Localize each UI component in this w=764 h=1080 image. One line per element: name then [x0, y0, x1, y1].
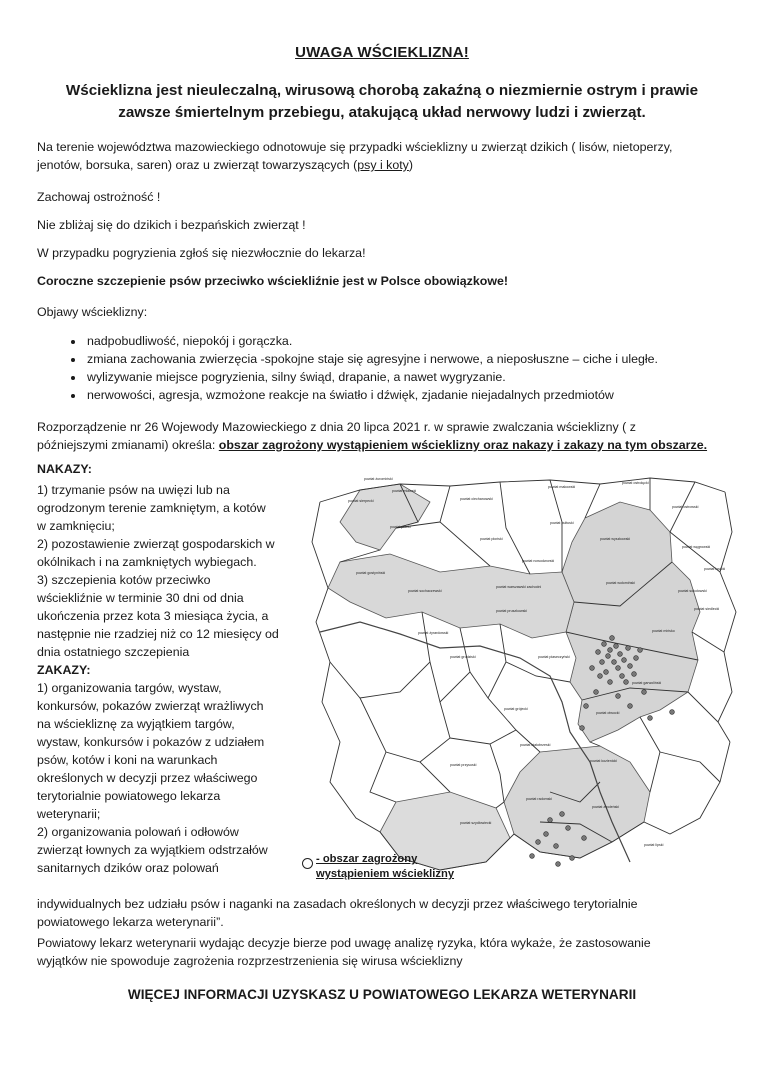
- zakazy-line: zwierząt łownych za wyjątkiem odstrzałów: [37, 843, 268, 857]
- nakazy-line: w zamknięciu;: [37, 519, 115, 533]
- district-label: powiat sokołowski: [678, 589, 707, 593]
- district-label: powiat żyrardowski: [418, 631, 449, 635]
- district-label: powiat gostyniński: [356, 571, 386, 575]
- intro-line: [37, 156, 672, 174]
- district-label: powiat łosicki: [704, 567, 726, 571]
- intro-line: Na terenie województwa mazowieckiego odnotowuje się przypadki wścieklizny u zwierząt dzikich ( lisów, nietoperzy,: [37, 140, 673, 154]
- nakazy-line: okólnikach i na zamkniętych wybiegach.: [37, 555, 257, 569]
- zakazy-heading: ZAKAZY:: [37, 663, 91, 677]
- regulation-paragraph: [37, 418, 707, 454]
- intro-underlined: psy i koty: [357, 158, 409, 172]
- district-label: powiat makowski: [548, 485, 576, 489]
- zakazy-line: psów, kotów i koni na warunkach: [37, 753, 218, 767]
- zakazy-line: powiatowego lekarza weterynarii”.: [37, 915, 224, 929]
- district-label: powiat warszawski zachodni: [496, 585, 542, 589]
- nakazy-line: wściekliźnie w terminie 30 dni od dnia: [37, 591, 244, 605]
- warning-1: Zachowaj ostrożność !: [37, 190, 161, 204]
- nakazy-line: ukończenia przez kota 3 miesiąca życia, a: [37, 609, 269, 623]
- district-label: powiat grójecki: [504, 707, 528, 711]
- threatened-area: [340, 484, 430, 550]
- legend-text: [316, 852, 454, 882]
- symptoms-heading: Objawy wścieklizny:: [37, 305, 148, 319]
- district-label: powiat przysuski: [450, 763, 477, 767]
- zakazy-line: terytorialnie powiatowego lekarza: [37, 789, 221, 803]
- district-label: powiat węgrowski: [682, 545, 711, 549]
- page-title: UWAGA WŚCIEKLIZNA!: [295, 44, 469, 61]
- nakazy-line: dnia ostatniego szczepienia: [37, 645, 190, 659]
- intro-text: jenotów, borsuka, saren) oraz u zwierząt towarzyszących (: [37, 158, 358, 172]
- lead-line: zawsze śmiertelnym przebiegu, atakującą układ nerwowy ludzi i zwierząt.: [118, 104, 646, 121]
- district-label: powiat białobrzeski: [520, 743, 551, 747]
- district-label: powiat sierpecki: [348, 499, 374, 503]
- district-label: powiat mińsko: [652, 629, 675, 633]
- vaccination-notice: Coroczne szczepienie psów przeciwko wściekliźnie jest w Polsce obowiązkowe!: [37, 274, 508, 288]
- district-label: powiat wyszkowski: [600, 537, 631, 541]
- district-label: powiat piaseczyński: [538, 655, 570, 659]
- lead-paragraph: [40, 80, 724, 124]
- legend-line: - obszar zagrożony: [316, 853, 418, 865]
- district-label: powiat ciechanowski: [460, 497, 493, 501]
- district-label: powiat pruszkowski: [496, 609, 527, 613]
- zakazy-line: weterynarii;: [37, 807, 101, 821]
- list-item: • wylizywanie miejsce pogryzienia, silny świąd, drapanie, a nawet wygryzanie.: [85, 368, 658, 386]
- nakazy-line: następnie nie rzadziej niż co 12 miesięcy od: [37, 627, 279, 641]
- footer-notice: WIĘCEJ INFORMACJI UZYSKASZ U POWIATOWEGO LEKARZA WETERYNARII: [127, 987, 637, 1002]
- district-label: powiat zwoleński: [592, 805, 619, 809]
- nakazy-line: 3) szczepienia kotów przeciwko: [37, 573, 211, 587]
- zakazy-line: wystaw, konkursów i pokazów z udziałem: [37, 735, 265, 749]
- district-label: powiat garwoliński: [632, 681, 662, 685]
- district-label: powiat wołomiński: [606, 581, 635, 585]
- zakazy-line: indywidualnych bez udziału psów i naganki na zasadach określonych w decyzji przez właściwego terytorialnie: [37, 897, 638, 911]
- district-label: powiat szydłowiecki: [460, 821, 492, 825]
- lead-line: Wścieklizna jest nieuleczalną, wirusową chorobą zakaźną o niezmiernie ostrym i prawie: [65, 82, 699, 99]
- district-label: powiat ostrowski: [672, 505, 699, 509]
- regulation-underlined: obszar zagrożony wystąpieniem wścieklizny oraz nakazy i zakazy na tym obszarze.: [218, 438, 708, 452]
- district-map: [300, 462, 742, 894]
- district-label: powiat siedlecki: [694, 607, 720, 611]
- district-label: powiat żuromiński: [364, 477, 393, 481]
- zakazy-line: określonych w decyzji przez właściwego: [37, 771, 258, 785]
- intro-paragraph: [37, 138, 672, 174]
- district-label: powiat nowodworski: [522, 559, 555, 563]
- district-label: powiat płoński: [480, 537, 503, 541]
- nakazy-heading: NAKAZY:: [37, 462, 92, 476]
- nakazy-line: 2) pozostawienie zwierząt gospodarskich w: [37, 537, 275, 551]
- vet-note-line: wyjątków nie spowoduje zagrożenia rozprzestrzenienia się wirusa wścieklizny: [37, 954, 463, 968]
- warning-2: Nie zbliżaj się do dzikich i bezpańskich zwierząt !: [37, 218, 306, 232]
- vet-note-line: Powiatowy lekarz weterynarii wydając decyzje bierze pod uwagę analizę ryzyka, która wykaże, że zastosowanie: [37, 936, 651, 950]
- regulation-text: późniejszymi zmianami) określa:: [37, 438, 219, 452]
- district-label: powiat radomski: [526, 797, 552, 801]
- district-label: powiat płocki: [390, 525, 411, 529]
- nakazy-line: 1) trzymanie psów na uwięzi lub na: [37, 483, 230, 497]
- district-label: powiat sochaczewski: [408, 589, 442, 593]
- vet-note: [37, 934, 651, 970]
- regulation-line: [37, 436, 707, 454]
- zakazy-continued: [37, 895, 638, 931]
- threatened-area: [328, 554, 574, 638]
- threatened-area: [504, 746, 650, 858]
- zakazy-line: sanitarnych dzików oraz polowań: [37, 861, 219, 875]
- list-item: • zmiana zachowania zwierzęcia -spokojne staje się agresyjne i nerwowe, a nieposłuszne – ciche i uległe.: [85, 350, 658, 368]
- district-label: powiat lipski: [644, 843, 664, 847]
- nakazy-line: ogrodzonym terenie zamkniętym, a kotów: [37, 501, 266, 515]
- zakazy-line: na wściekliznę za wyjątkiem targów,: [37, 717, 235, 731]
- symptoms-list: [37, 332, 658, 404]
- district-label: powiat ostrołęcki: [622, 481, 649, 485]
- legend-line: wystąpieniem wścieklizny: [316, 868, 455, 880]
- left-column: [37, 481, 299, 877]
- legend-ring-icon: [302, 858, 313, 869]
- list-item: • nadpobudliwość, niepokój i gorączka.: [85, 332, 658, 350]
- district-label: powiat otwocki: [596, 711, 620, 715]
- zakazy-line: 1) organizowania targów, wystaw,: [37, 681, 222, 695]
- regulation-line: Rozporządzenie nr 26 Wojewody Mazowieckiego z dnia 20 lipca 2021 r. w sprawie zwalczania wścieklizny ( z: [37, 420, 636, 434]
- zakazy-line: konkursów, pokazów zwierząt wrażliwych: [37, 699, 264, 713]
- district-label: powiat grodziski: [450, 655, 476, 659]
- intro-text: ): [408, 158, 414, 172]
- district-label: powiat pułtuski: [550, 521, 574, 525]
- list-item: • nerwowości, agresja, wzmożone reakcje na światło i dźwięk, zjadanie niejadalnych przedmiotów: [85, 386, 658, 404]
- warning-3: W przypadku pogryzienia zgłoś się niezwłocznie do lekarza!: [37, 246, 366, 260]
- district-label: powiat mławski: [392, 489, 417, 493]
- zakazy-line: 2) organizowania polowań i odłowów: [37, 825, 239, 839]
- map-legend: [302, 852, 454, 882]
- district-label: powiat kozienicki: [590, 759, 617, 763]
